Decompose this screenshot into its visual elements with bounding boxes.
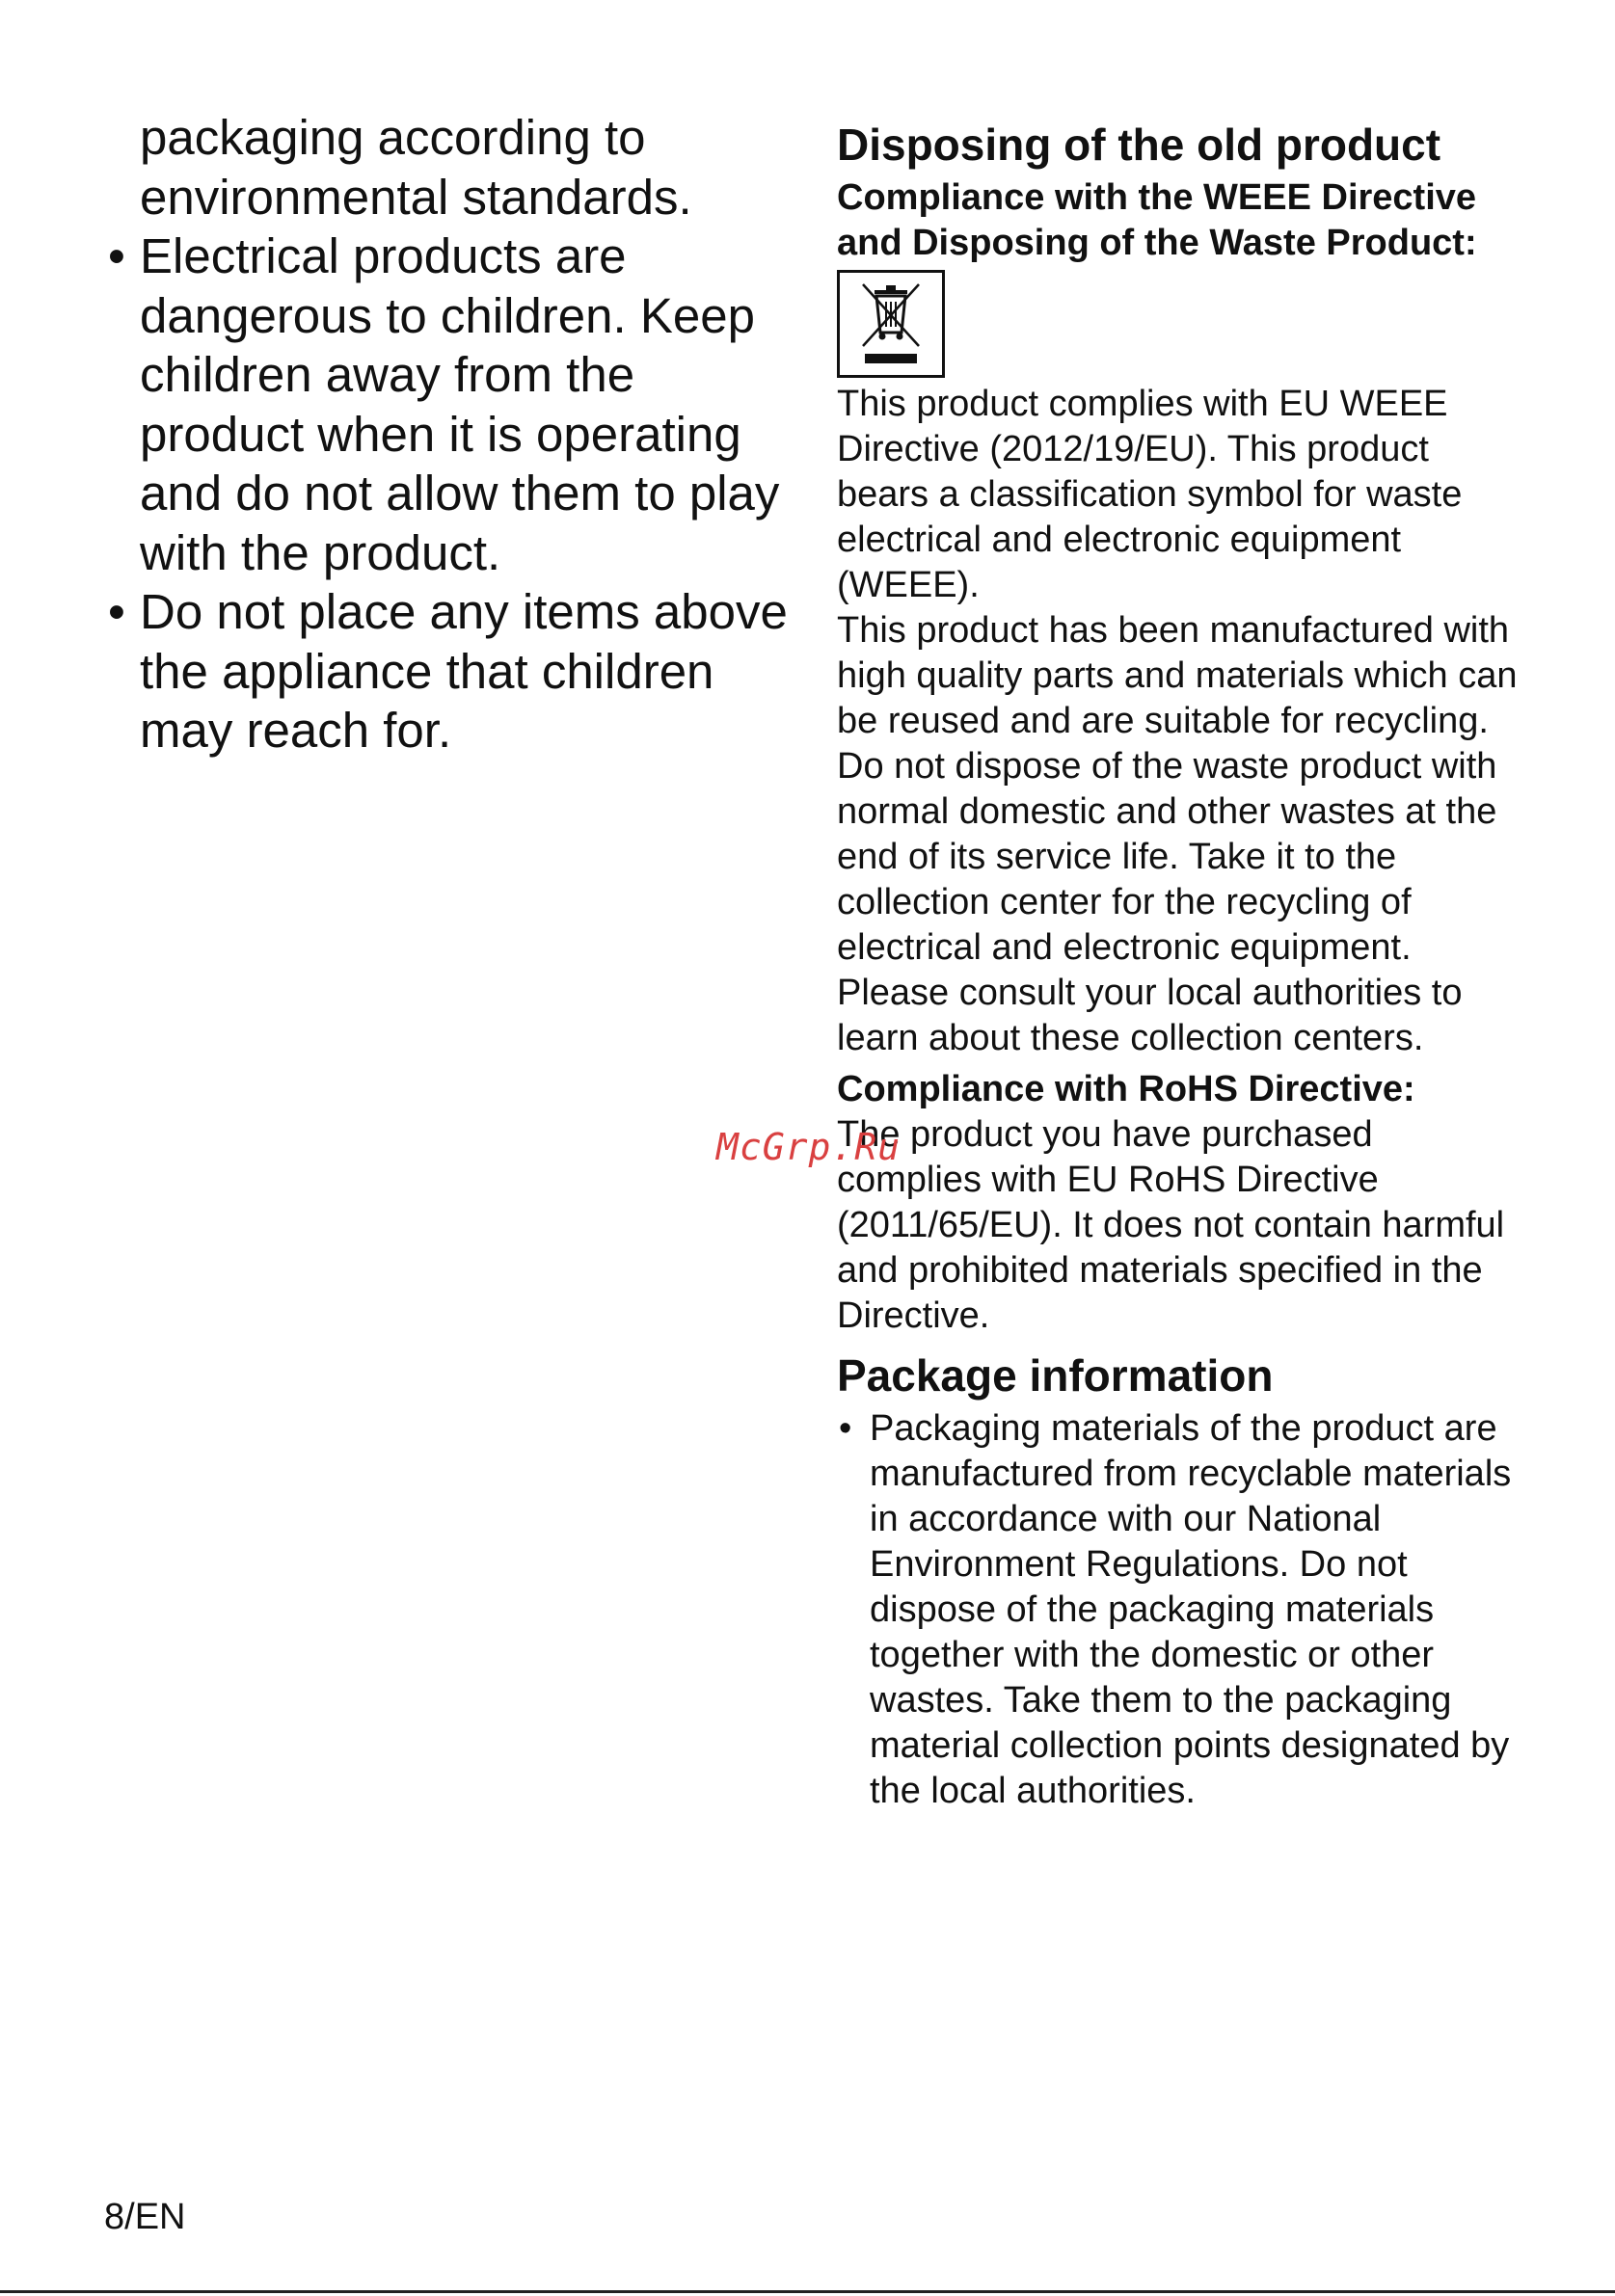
- weee-paragraph-1: This product complies with EU WEEE Directive (2012/19/EU). This product bears a classification symbol for waste electrical and electronic equipment (WEEE).: [837, 384, 1463, 605]
- rohs-heading: Compliance with RoHS Directive:: [837, 1069, 1415, 1109]
- disposing-title: Disposing of the old product: [837, 120, 1441, 170]
- watermark: McGrp.Ru: [716, 1126, 902, 1168]
- bullet-text: Do not place any items above the appliance that children may reach for.: [140, 584, 788, 758]
- bullet-icon: •: [108, 228, 125, 283]
- right-column: [837, 114, 1521, 1814]
- list-item: [837, 1406, 1521, 1814]
- list-item: [104, 582, 798, 761]
- package-section: [837, 1406, 1521, 1814]
- left-column: [104, 108, 798, 761]
- bullet-icon: •: [839, 1408, 852, 1449]
- divider: [0, 2290, 1615, 2293]
- package-bullet-list: [837, 1406, 1521, 1814]
- continued-bullet-text: packaging according to environmental standards.: [140, 110, 692, 225]
- bullet-text: Electrical products are dangerous to children. Keep children away from the product when it is operating and do not allow them to play with the product.: [140, 228, 780, 580]
- list-item: [104, 227, 798, 582]
- safety-bullet-list: [104, 227, 798, 761]
- weee-heading: Compliance with the WEEE Directive and Disposing of the Waste Product:: [837, 177, 1477, 263]
- weee-paragraph-2: This product has been manufactured with high quality parts and materials which can be reused and are suitable for recycling. Do not dispose of the waste product with normal domestic and other wastes at the end of its service life. Take it to the collection center for the recycling of electrical and electronic equipment. Please consult your local authorities to learn about these collection centers.: [837, 610, 1518, 1058]
- rohs-paragraph: The product you have purchased complies with EU RoHS Directive (2011/65/EU). It does not contain harmful and prohibited materials specified in the Directive.: [837, 1114, 1505, 1336]
- bullet-icon: •: [108, 584, 125, 639]
- crossed-out-wheeled-bin-icon: [837, 270, 945, 378]
- bullet-text: Packaging materials of the product are manufactured from recyclable materials in accordance with our National Environment Regulations. Do not dispose of the packaging materials together with the domestic or other wastes. Take them to the packaging material collection points designated by the local authorities.: [870, 1408, 1512, 1811]
- page-number: 8/EN: [104, 2197, 186, 2237]
- package-title: Package information: [837, 1350, 1274, 1401]
